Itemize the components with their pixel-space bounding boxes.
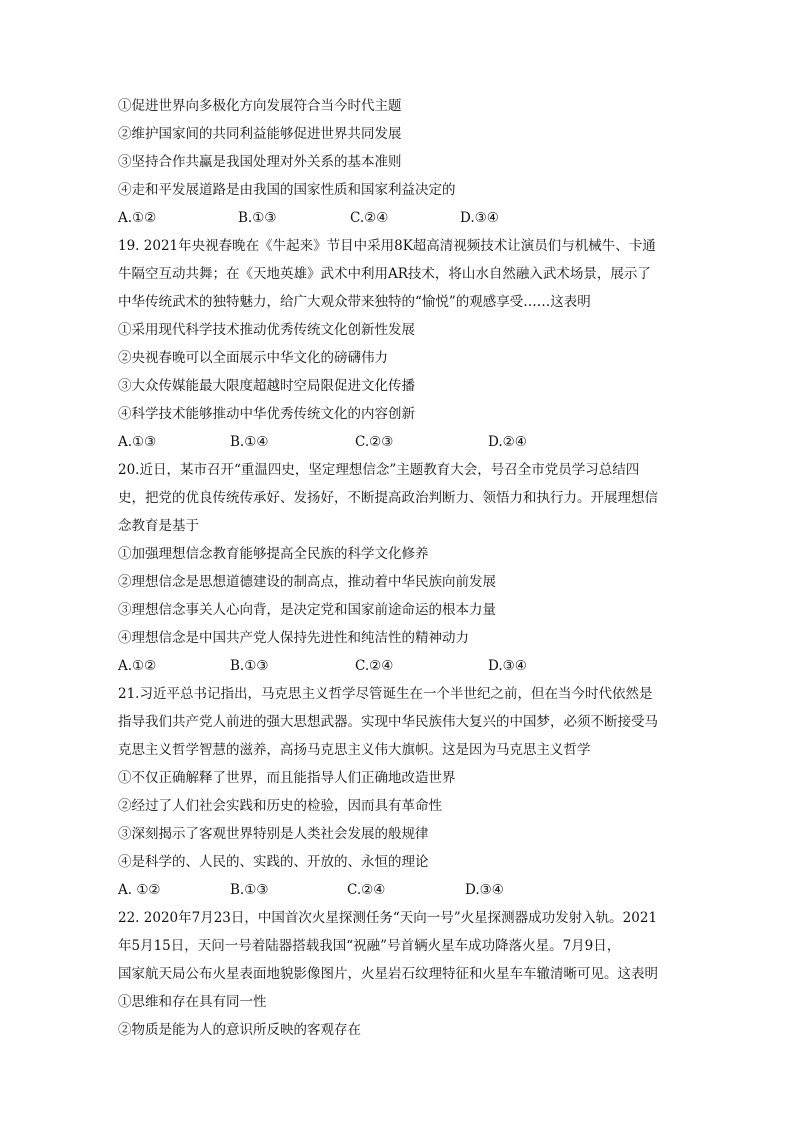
question-stem-line: 22. 2020年7月23日，中国首次火星探测任务“天向一号”火星探测器成功发射入轨。2021 — [118, 910, 658, 926]
question-stem-line: 中华传统武术的独特魅力，给广大观众带来独特的“愉悦”的观感享受……这表明 — [118, 294, 591, 310]
answer-c: C.②③ — [355, 434, 394, 450]
question-stem-line: 19. 2021年央视春晚在《牛起来》节目中采用8K超高清视频技术让演员们与机械牛、卡通 — [118, 238, 656, 254]
option-1: ①思维和存在具有同一性 — [118, 994, 267, 1010]
answer-d: D.②④ — [488, 434, 527, 450]
answer-c: C.②④ — [347, 882, 386, 898]
option-2: ②央视春晚可以全面展示中华文化的磅礴伟力 — [118, 350, 388, 366]
answer-a: A.①② — [118, 658, 157, 674]
answer-a: A. ①② — [118, 882, 161, 898]
option-4: ④理想信念是中国共产党人保持先进性和纯洁性的精神动力 — [118, 630, 469, 646]
option-2: ②理想信念是思想道德建设的制高点，推动着中华民族向前发展 — [118, 574, 496, 590]
option-2: ②经过了人们社会实践和历史的检验，因而具有革命性 — [118, 798, 442, 814]
exam-page — [118, 92, 684, 1044]
question-stem-line: 国家航天局公布火星表面地貌影像图片，火星岩石纹理特征和火星车车辙清晰可见。这表明 — [118, 966, 658, 982]
option-3: ③大众传媒能最大限度超越时空局限促进文化传播 — [118, 378, 415, 394]
answer-d: D.③④ — [460, 210, 499, 226]
question-18-options — [118, 92, 684, 232]
option-1: ①促进世界向多极化方向发展符合当今时代主题 — [118, 98, 402, 114]
answer-choices — [118, 204, 684, 232]
option-3: ③深刻揭示了客观世界特别是人类社会发展的般规律 — [118, 826, 429, 842]
option-3: ③坚持合作共赢是我国处理对外关系的基本准则 — [118, 154, 402, 170]
question-stem-line: 年5月15日，天问一号着陆器搭载我国“祝融”号首辆火星车成功降落火星。7月9日， — [118, 938, 621, 954]
question-stem-line: 牛隔空互动共舞；在《天地英雄》武术中利用AR技术，将山水自然融入武术场景，展示了 — [118, 266, 651, 282]
answer-d: D.③④ — [488, 658, 527, 674]
option-4: ④走和平发展道路是由我国的国家性质和国家利益决定的 — [118, 182, 456, 198]
option-4: ④科学技术能够推动中华优秀传统文化的内容创新 — [118, 406, 415, 422]
question-22 — [118, 904, 684, 1044]
question-stem-line: 21.习近平总书记指出，马克思主义哲学尽管诞生在一个半世纪之前，但在当今时代依然是 — [118, 686, 653, 702]
question-20 — [118, 456, 684, 680]
question-19 — [118, 232, 684, 456]
answer-b: B.①③ — [230, 882, 269, 898]
answer-a: A.①③ — [118, 434, 157, 450]
question-stem-line: 20.近日，某市召开“重温四史，坚定理想信念”主题教育大会，号召全市党员学习总结四 — [118, 462, 640, 478]
answer-c: C.②④ — [355, 658, 394, 674]
option-2: ②物质是能为人的意识所反映的客观存在 — [118, 1022, 361, 1038]
answer-choices — [118, 876, 684, 904]
question-stem-line: 念教育是基于 — [118, 518, 199, 534]
option-1: ①采用现代科学技术推动优秀传统文化创新性发展 — [118, 322, 415, 338]
answer-b: B.①③ — [238, 210, 277, 226]
question-21 — [118, 680, 684, 904]
answer-b: B.①④ — [230, 434, 269, 450]
question-stem-line: 克思主义哲学智慧的滋养，高扬马克思主义伟大旗帜。这是因为马克思主义哲学 — [118, 742, 591, 758]
option-1: ①不仅正确解释了世界，而且能指导人们正确地改造世界 — [118, 770, 456, 786]
answer-d: D.③④ — [465, 882, 504, 898]
option-1: ①加强理想信念教育能够提高全民族的科学文化修养 — [118, 546, 429, 562]
question-stem-line: 史，把党的优良传统传承好、发扬好，不断提高政治判断力、领悟力和执行力。开展理想信 — [118, 490, 658, 506]
question-stem-line: 指导我们共产党人前进的强大思想武器。实现中华民族伟大复兴的中国梦，必须不断接受马 — [118, 714, 658, 730]
answer-choices — [118, 652, 684, 680]
answer-a: A.①② — [118, 210, 157, 226]
option-4: ④是科学的、人民的、实践的、开放的、永恒的理论 — [118, 854, 429, 870]
answer-c: C.②④ — [350, 210, 389, 226]
answer-choices — [118, 428, 684, 456]
option-3: ③理想信念事关人心向背，是决定党和国家前途命运的根本力量 — [118, 602, 496, 618]
answer-b: B.①③ — [230, 658, 269, 674]
option-2: ②维护国家间的共同利益能够促进世界共同发展 — [118, 126, 402, 142]
